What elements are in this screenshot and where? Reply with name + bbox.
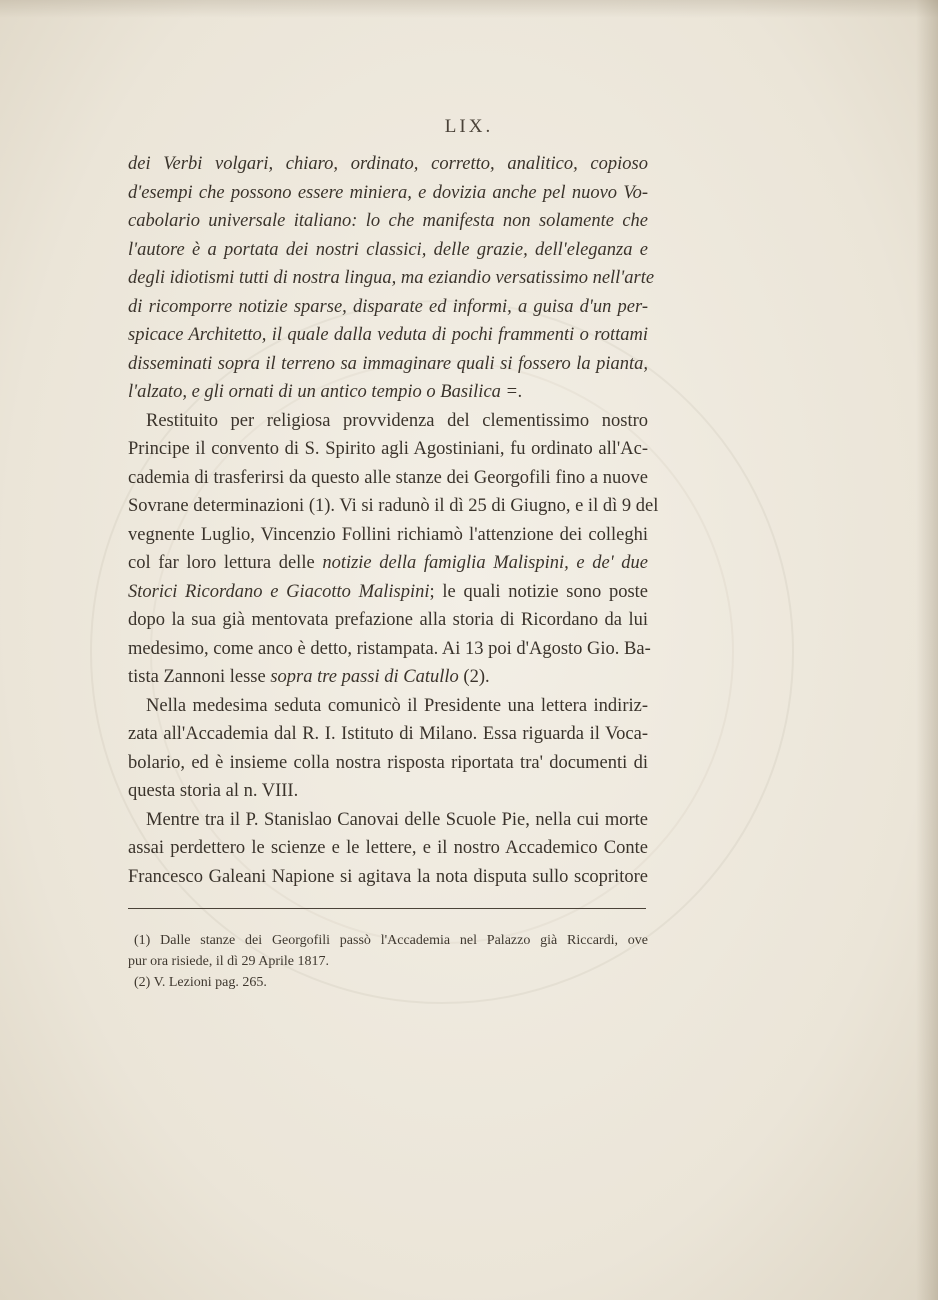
text-line <box>128 777 648 806</box>
text-segment: Francesco Galeani Napione si agitava la nota disputa sullo scopritore <box>128 866 648 887</box>
text-line <box>128 264 655 293</box>
text-line <box>128 635 651 664</box>
text-segment: assai perdettero le scienze e le lettere, e il nostro Accademico Conte <box>128 838 648 858</box>
text-segment: zata all'Accademia dal R. I. Istituto di Milano. Essa riguarda il Voca- <box>128 724 648 744</box>
text-segment: tista Zannoni lesse <box>128 667 271 687</box>
body-text <box>128 150 659 891</box>
text-segment: bolario, ed è insieme colla nostra risposta riportata tra' documenti di <box>128 752 648 773</box>
text-line <box>128 321 648 350</box>
italic-text-segment: di ricomporre notizie sparse, disparate ed informi, a guisa d'un per- <box>128 296 648 317</box>
text-segment: medesimo, come anco è detto, ristampata. Ai 13 poi d'Agosto Gio. Ba- <box>128 638 651 659</box>
text-segment: questa storia al n. VIII. <box>128 781 299 801</box>
text-line <box>128 521 648 550</box>
page-top-shadow <box>0 0 938 18</box>
text-line <box>128 606 648 635</box>
text-line <box>128 293 648 322</box>
footnote-1-line-1: (1) Dalle stanze dei Georgofili passò l'Accademia nel Palazzo già Riccardi, ove <box>134 933 648 948</box>
footnote-2: (2) V. Lezioni pag. 265. <box>134 975 267 990</box>
text-line <box>128 863 648 892</box>
italic-text-segment: spicace Architetto, il quale dalla veduta di pochi frammenti o rottami <box>128 325 648 345</box>
text-segment: Restituito per religiosa provvidenza del clementissimo nostro <box>146 410 648 431</box>
text-line <box>128 236 648 265</box>
text-line <box>128 207 648 236</box>
text-line <box>128 492 659 521</box>
footnotes <box>128 930 648 993</box>
text-line <box>128 150 648 179</box>
italic-text-segment: l'autore è a portata dei nostri classici, delle grazie, dell'eleganza e <box>128 239 648 260</box>
text-segment: cademia di trasferirsi da questo alle stanze dei Georgofili fino a nuove <box>128 467 648 488</box>
italic-text-segment: notizie della famiglia Malispini, e de' due <box>322 553 648 573</box>
text-segment: dopo la sua già mentovata prefazione alla storia di Ricordano da lui <box>128 610 648 630</box>
footnote-rule <box>128 908 646 909</box>
page-number: LIX. <box>444 116 494 137</box>
footnote-1-line-2: pur ora risiede, il dì 29 Aprile 1817. <box>128 954 330 969</box>
text-line <box>128 378 648 407</box>
page-right-shadow <box>916 0 938 1300</box>
text-line <box>128 179 648 208</box>
text-line <box>128 806 648 835</box>
italic-text-segment: dei Verbi volgari, chiaro, ordinato, corretto, analitico, copioso <box>128 154 648 174</box>
text-line <box>128 350 648 379</box>
text-line <box>128 834 648 863</box>
text-line <box>128 407 648 436</box>
italic-text-segment: disseminati sopra il terreno sa immaginare quali si fossero la pianta, <box>128 353 648 374</box>
italic-text-segment: sopra tre passi di Catullo <box>270 667 459 687</box>
text-segment: Nella medesima seduta comunicò il Presidente una lettera indiriz- <box>146 695 648 716</box>
text-segment: ; le quali notizie sono poste <box>429 581 648 602</box>
italic-text-segment: Storici Ricordano e Giacotto Malispini <box>128 581 430 602</box>
italic-text-segment: degli idiotismi tutti di nostra lingua, ma eziandio versatissimo nell'arte <box>128 268 655 288</box>
text-line <box>128 435 648 464</box>
text-segment: vegnente Luglio, Vincenzio Follini richiamò l'attenzione dei colleghi <box>128 524 648 545</box>
text-line <box>128 692 648 721</box>
italic-text-segment: cabolario universale italiano: lo che manifesta non solamente che <box>128 211 648 231</box>
italic-text-segment: l'alzato, e gli ornati di un antico tempio o Basilica =. <box>128 382 523 402</box>
text-line <box>128 749 648 778</box>
text-line <box>128 549 648 578</box>
italic-text-segment: d'esempi che possono essere miniera, e dovizia anche pel nuovo Vo- <box>128 182 648 203</box>
text-segment: Mentre tra il P. Stanislao Canovai delle Scuole Pie, nella cui morte <box>146 809 648 830</box>
text-line <box>128 663 648 692</box>
text-line <box>128 464 648 493</box>
text-line <box>128 720 648 749</box>
text-segment: Principe il convento di S. Spirito agli Agostiniani, fu ordinato all'Ac- <box>128 439 648 459</box>
text-segment: (2). <box>458 667 490 687</box>
text-segment: Sovrane determinazioni (1). Vi si radunò il dì 25 di Giugno, e il dì 9 del <box>128 496 659 516</box>
text-line <box>128 578 648 607</box>
text-segment: col far loro lettura delle <box>128 553 323 573</box>
